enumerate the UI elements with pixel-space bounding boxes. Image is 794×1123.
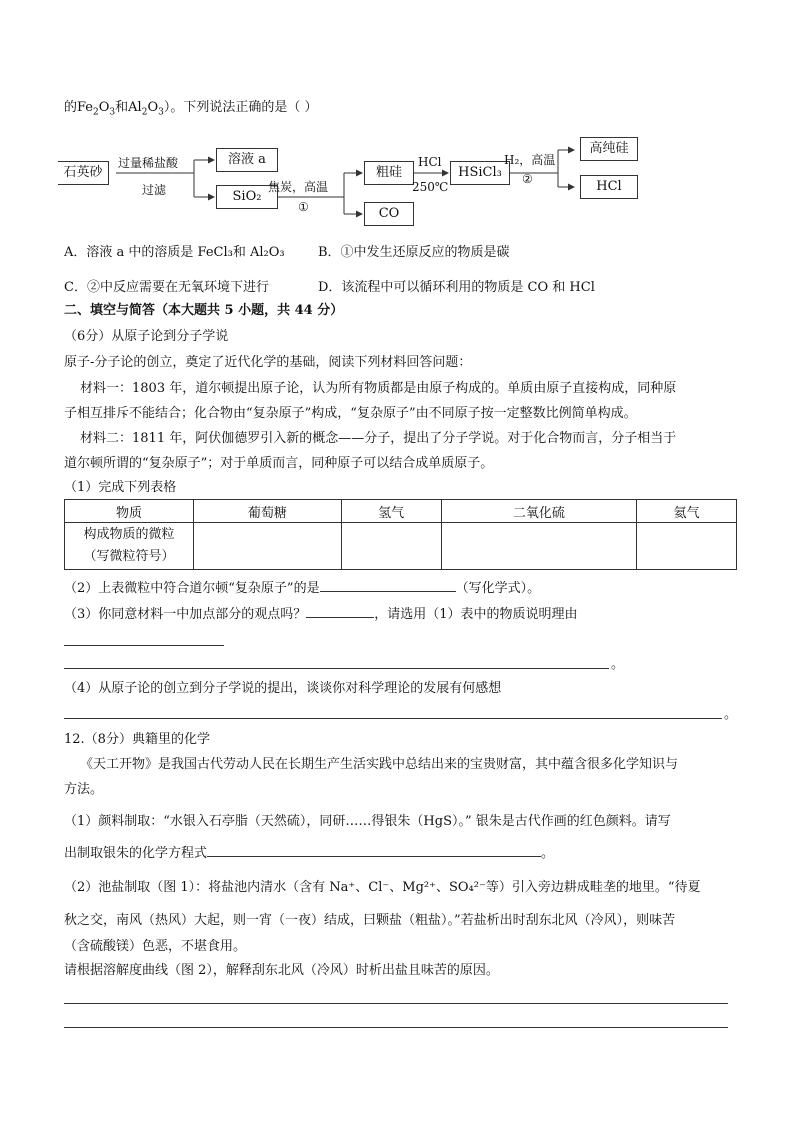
q12-part-2-line-3: （含硫酸镁）色恶，不堪食用。	[64, 939, 247, 954]
answer-table	[64, 499, 737, 570]
q12-title: 12.（8分）典籍里的化学	[64, 732, 210, 747]
q12-part-1-line-2: 出制取银朱的化学方程式 。	[64, 846, 555, 861]
q11-intro: 原子-分子论的创立，奠定了近代化学的基础，阅读下列材料回答问题：	[64, 355, 472, 370]
table-header-cell: 氢气	[341, 500, 441, 523]
sub-question-4: （4）从原子论的创立到分子学说的提出，谈谈你对科学理论的发展有何感想	[64, 681, 502, 696]
label-h2-high-temp: H₂，高温	[504, 153, 556, 167]
table-header-cell: 葡萄糖	[194, 500, 342, 523]
table-header-row	[65, 500, 737, 523]
table-row	[65, 523, 737, 570]
table-header-cell: 氦气	[637, 500, 737, 523]
box-sio2: SiO₂	[216, 185, 278, 209]
answer-cell-helium[interactable]	[637, 523, 737, 570]
label-excess-hcl: 过量稀盐酸	[118, 156, 179, 170]
period-4: 。	[724, 707, 738, 722]
material-2-line-2: 道尔顿所谓的“复杂原子”；对于单质而言，同种原子可以结合成单质原子。	[64, 456, 494, 471]
table-header-cell: 二氧化硫	[441, 500, 637, 523]
option-d: D．该流程中可以循环利用的物质是 CO 和 HCl	[318, 280, 595, 295]
table-row-label: 构成物质的微粒 （写微粒符号）	[65, 523, 194, 570]
answer-cell-hydrogen[interactable]	[341, 523, 441, 570]
flow-arrows	[64, 130, 644, 230]
q12-part-2-line-1: （2）池盐制取（图 1）：将盐池内清水（含有 Na⁺、Cl⁻、Mg²⁺、SO₄²⁻等）引入旁边耕成畦垄的地里。“待夏	[64, 880, 701, 895]
option-a: A．溶液 a 中的溶质是 FeCl₃和 Al₂O₃	[64, 245, 285, 260]
label-step-2: ②	[522, 172, 533, 186]
period-3: 。	[611, 657, 625, 672]
answer-blank-2[interactable]	[320, 591, 456, 592]
label-step-1: ①	[298, 200, 309, 214]
answer-line-6[interactable]	[64, 1027, 728, 1028]
box-hsicl3: HSiCl₃	[450, 161, 510, 185]
label-coke-high-temp: 焦炭，高温	[268, 180, 329, 194]
table-header-cell: 物质	[65, 500, 194, 523]
answer-cell-glucose[interactable]	[194, 523, 342, 570]
box-co: CO	[364, 202, 414, 226]
answer-cell-sulfur-dioxide[interactable]	[441, 523, 637, 570]
q12-intro-line-2: 方法。	[64, 782, 104, 797]
q12-part-2-line-2: 秋之交，南风（热风）大起，则一宵（一夜）结成，曰颗盐（粗盐）。”若盐析出时刮东北风（冷风），则味苦	[64, 913, 676, 928]
option-c: C．②中反应需要在无氧环境下进行	[64, 280, 269, 295]
q12-part-1-line-1: （1）颜料制取：“水银入石亭脂（天然硫），同研……得银朱（HgS）。” 银朱是古代作画的红色颜料。请写	[64, 814, 671, 829]
box-crude-silicon: 粗硅	[364, 161, 414, 185]
sub-question-1: （1）完成下列表格	[64, 480, 177, 495]
box-high-purity-silicon: 高纯硅	[580, 137, 638, 161]
label-filter: 过滤	[142, 183, 167, 197]
answer-line-5[interactable]	[64, 1003, 728, 1004]
q12-part-2-line-4: 请根据溶解度曲线（图 2），解释刮东北风（冷风）时析出盐且味苦的原因。	[64, 963, 499, 978]
question-intro: 的$Fe_2O_3$和$Al_2O_3$）。下列说法正确的是（ ）	[64, 100, 318, 118]
material-1-line-2: 子相互排斥不能结合；化合物由“复杂原子”构成，“复杂原子”由不同原子按一定整数比例简单构成。	[64, 406, 637, 421]
section-heading: 二、填空与简答（本大题共 5 小题，共 44 分）	[64, 303, 344, 318]
answer-line-4[interactable]	[64, 718, 722, 719]
q12-intro-line-1: 《天工开物》是我国古代劳动人民在长期生产生活实践中总结出来的宝贵财富，其中蕴含很多化学知识与	[80, 757, 679, 772]
answer-line-3b[interactable]	[64, 645, 224, 646]
box-solution-a: 溶液 a	[216, 148, 278, 172]
sub-question-2: （2）上表微粒中符合道尔顿“复杂原子”的是 （写化学式）。	[64, 581, 541, 596]
answer-blank-equation[interactable]	[207, 856, 541, 857]
label-hcl: HCl	[418, 155, 442, 169]
box-quartz-sand: 石英砂	[58, 161, 109, 185]
material-2-line-1: 材料二：1811 年，阿伏伽德罗引入新的概念——分子，提出了分子学说。对于化合物而言，分子相当于	[80, 431, 677, 446]
answer-line-3c[interactable]	[64, 668, 609, 669]
sub-question-3: （3）你同意材料一中加点部分的观点吗？ ，请选用（1）表中的物质说明理由	[64, 607, 578, 622]
q11-title: （6分）从原子论到分子学说	[64, 329, 229, 344]
answer-blank-3a[interactable]	[306, 617, 374, 618]
box-hcl: HCl	[580, 175, 638, 199]
label-250c: 250℃	[412, 180, 449, 194]
option-b: B．①中发生还原反应的物质是碳	[318, 245, 510, 260]
material-1-line-1: 材料一：1803 年，道尔顿提出原子论，认为所有物质都是由原子构成的。单质由原子直接构成，同种原	[80, 381, 677, 396]
